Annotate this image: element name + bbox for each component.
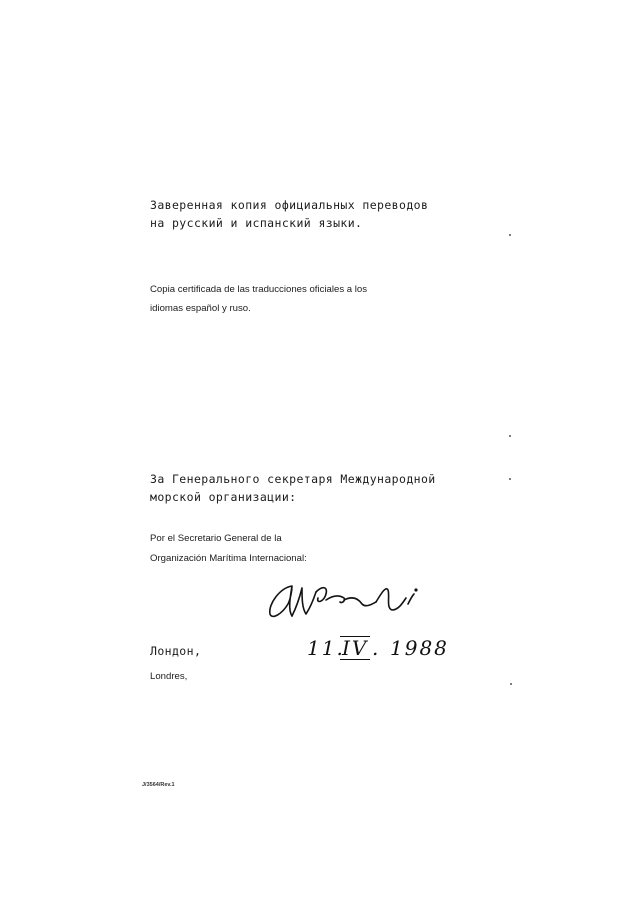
spanish-signatory-line-2: Organización Marítima Internacional: bbox=[150, 553, 307, 564]
place-russian: Лондон, bbox=[150, 644, 202, 658]
russian-signatory-line-1: За Генерального секретаря Международной bbox=[150, 472, 436, 486]
date-month: IV bbox=[342, 636, 369, 660]
russian-certification-line-1: Заверенная копия официальных переводов bbox=[150, 198, 429, 212]
date-separator: . bbox=[372, 636, 381, 660]
spanish-signatory-line-1: Por el Secretario General de la bbox=[150, 533, 282, 544]
spanish-certification-line-1: Copia certificada de las traducciones oficiales a los bbox=[150, 284, 368, 295]
spanish-certification-line-2: idiomas español y ruso. bbox=[150, 303, 251, 314]
scan-speck bbox=[509, 234, 511, 236]
scan-speck bbox=[510, 683, 512, 685]
place-spanish: Londres, bbox=[150, 671, 188, 682]
scan-speck bbox=[509, 478, 511, 480]
russian-signatory-line-2: морской организации: bbox=[150, 490, 297, 504]
date-year: 1988 bbox=[390, 636, 449, 660]
signature-image bbox=[262, 574, 432, 624]
document-reference: J/3564/Rev.1 bbox=[142, 782, 175, 788]
russian-certification-line-2: на русский и испанский языки. bbox=[150, 216, 363, 230]
date-day: 11. bbox=[307, 636, 345, 660]
scan-speck bbox=[509, 435, 511, 437]
